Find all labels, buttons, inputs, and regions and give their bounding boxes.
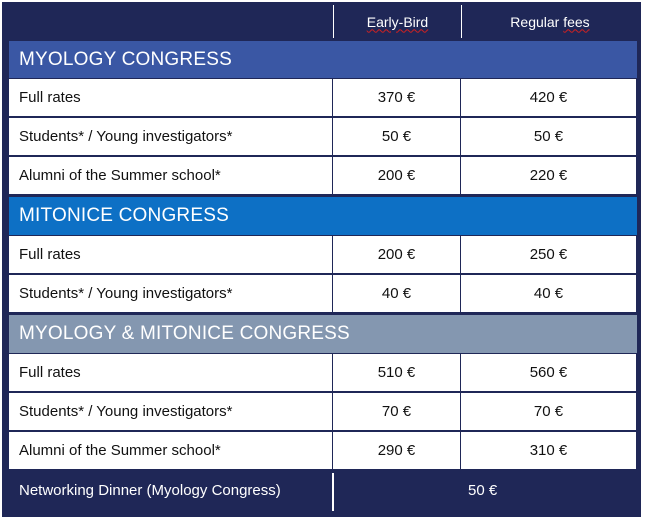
row-label: Alumni of the Summer school*	[9, 432, 333, 471]
regular-price: 560 €	[461, 354, 637, 393]
header-divider	[461, 5, 462, 38]
early-bird-price: 40 €	[333, 275, 461, 314]
section-title: MITONICE CONGRESS	[19, 205, 229, 226]
table-row	[9, 275, 637, 314]
header-early-bird: Early-Bird	[366, 13, 429, 30]
early-bird-price: 70 €	[333, 393, 461, 432]
row-label: Full rates	[9, 79, 333, 118]
networking-dinner-price: 50 €	[468, 482, 498, 499]
early-bird-price: 370 €	[333, 79, 461, 118]
regular-price: 250 €	[461, 236, 637, 275]
section-myology-congress	[9, 41, 637, 78]
early-bird-price: 510 €	[333, 354, 461, 393]
row-label: Students* / Young investigators*	[9, 275, 333, 314]
regular-price: 70 €	[461, 393, 637, 432]
section-mitonice-congress	[9, 197, 637, 235]
row-label: Alumni of the Summer school*	[9, 157, 333, 196]
table-row	[9, 118, 637, 157]
footer-divider	[332, 473, 334, 511]
header-regular-text: Regular fees	[510, 13, 590, 30]
regular-price: 220 €	[461, 157, 637, 196]
table-row	[9, 432, 637, 471]
regular-price: 40 €	[461, 275, 637, 314]
networking-dinner-label: Networking Dinner (Myology Congress)	[19, 482, 281, 499]
header-regular-fees	[462, 5, 638, 38]
early-bird-price: 290 €	[333, 432, 461, 471]
regular-price: 310 €	[461, 432, 637, 471]
table-row	[9, 236, 637, 275]
regular-price: 50 €	[461, 118, 637, 157]
row-label: Students* / Young investigators*	[9, 118, 333, 157]
section-myology-mitonice-congress	[9, 315, 637, 353]
row-label: Full rates	[9, 236, 333, 275]
early-bird-price: 200 €	[333, 236, 461, 275]
table-row	[9, 393, 637, 432]
table-row	[9, 157, 637, 196]
row-label: Students* / Young investigators*	[9, 393, 333, 432]
table-row	[9, 354, 637, 393]
section-title: MYOLOGY & MITONICE CONGRESS	[19, 323, 350, 344]
early-bird-price: 50 €	[333, 118, 461, 157]
table-row	[9, 79, 637, 118]
regular-price: 420 €	[461, 79, 637, 118]
row-label: Full rates	[9, 354, 333, 393]
section-title: MYOLOGY CONGRESS	[19, 48, 232, 70]
early-bird-price: 200 €	[333, 157, 461, 196]
header-divider	[333, 5, 334, 38]
